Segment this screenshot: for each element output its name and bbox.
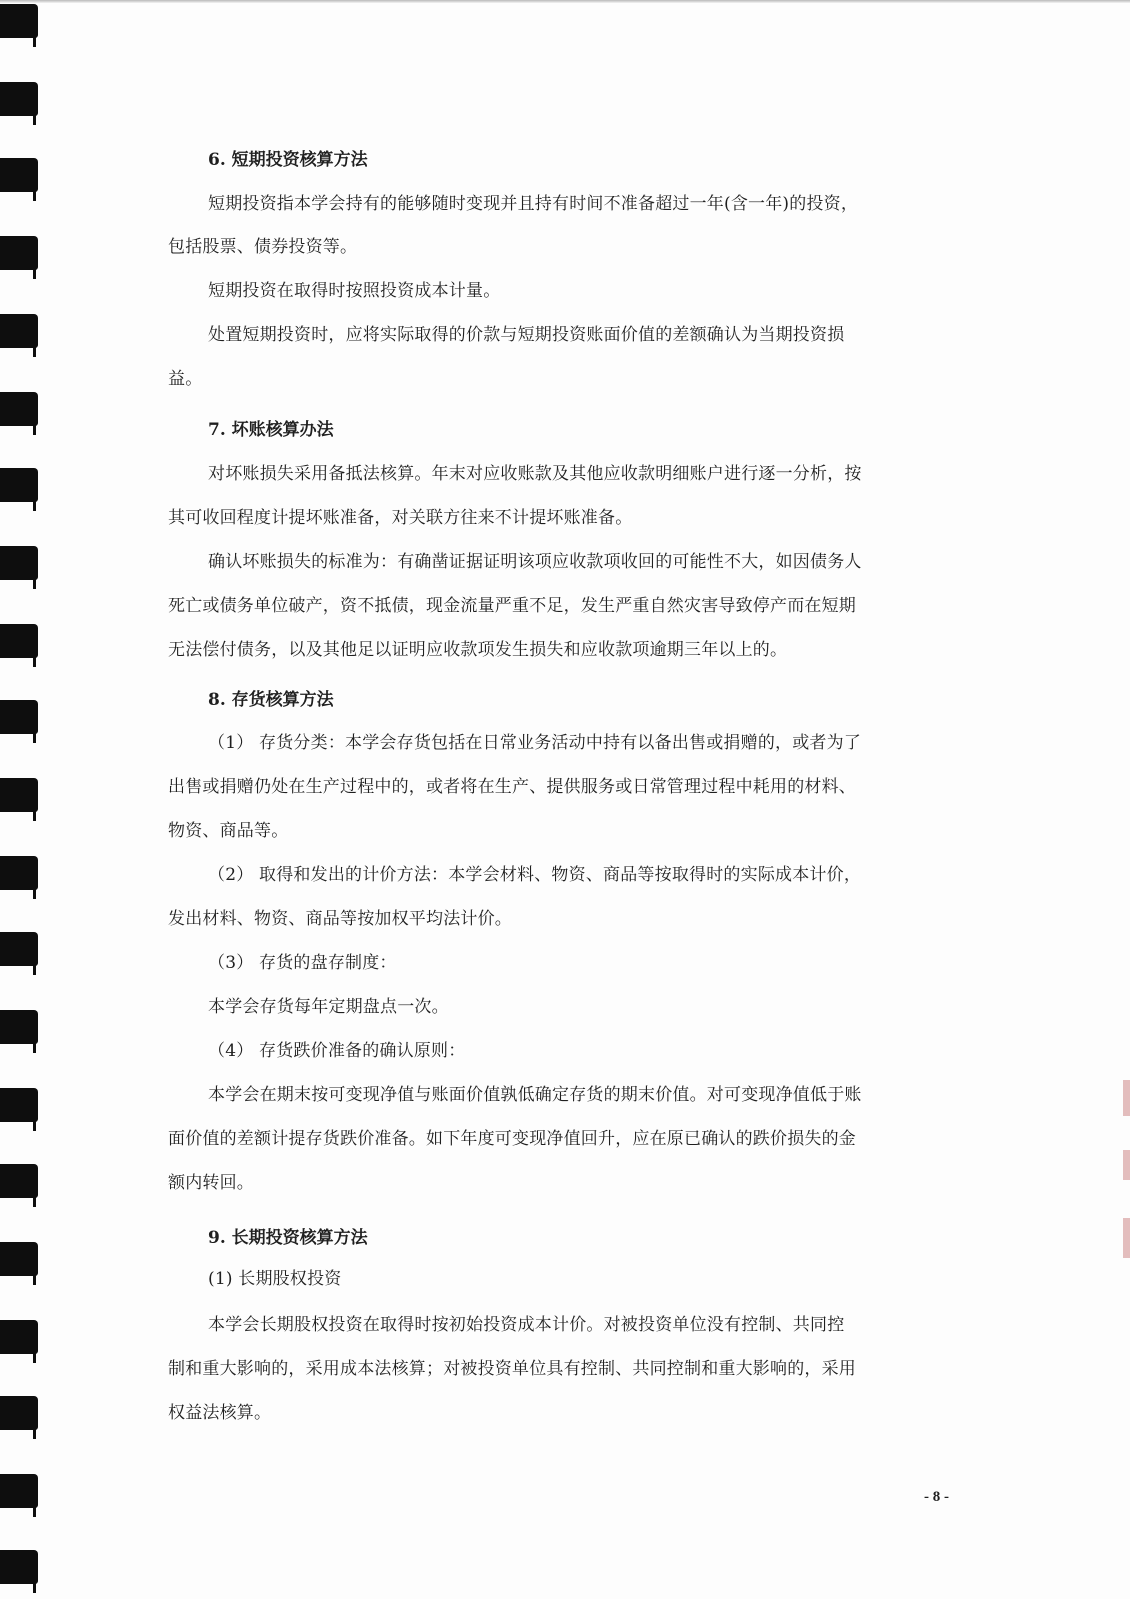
binding-hole	[0, 82, 38, 116]
paragraph-line: 益。	[168, 369, 203, 389]
binding-hole	[0, 1164, 38, 1198]
binding-hole	[0, 624, 38, 658]
page-number: - 8 -	[924, 1489, 949, 1505]
binding-hole	[0, 1010, 38, 1044]
paragraph-line: （4） 存货跌价准备的确认原则：	[208, 1041, 466, 1061]
section-heading: 8. 存货核算方法	[208, 690, 334, 710]
paragraph-line: 本学会长期股权投资在取得时按初始投资成本计价。对被投资单位没有控制、共同控	[208, 1315, 845, 1335]
paragraph-line: 其可收回程度计提坏账准备，对关联方往来不计提坏账准备。	[168, 508, 633, 528]
paragraph-line: （1） 存货分类：本学会存货包括在日常业务活动中持有以备出售或捐赠的，或者为了	[208, 733, 862, 753]
seal-stamp-edge	[1123, 1080, 1130, 1116]
paragraph-line: 制和重大影响的，采用成本法核算；对被投资单位具有控制、共同控制和重大影响的，采用	[168, 1359, 856, 1379]
binding-hole	[0, 392, 38, 426]
paragraph-line: 出售或捐赠仍处在生产过程中的，或者将在生产、提供服务或日常管理过程中耗用的材料、	[168, 777, 856, 797]
binding-hole	[0, 4, 38, 38]
section-heading: 7. 坏账核算办法	[208, 420, 334, 440]
paragraph-line: 短期投资在取得时按照投资成本计量。	[208, 281, 501, 301]
binding-hole	[0, 546, 38, 580]
scan-top-edge	[0, 0, 1130, 3]
binding-hole	[0, 236, 38, 270]
paragraph-line: 面价值的差额计提存货跌价准备。如下年度可变现净值回升，应在原已确认的跌价损失的金	[168, 1129, 856, 1149]
paragraph-line: 额内转回。	[168, 1173, 254, 1193]
spiral-binding	[0, 0, 44, 1599]
binding-hole	[0, 778, 38, 812]
binding-hole	[0, 700, 38, 734]
paragraph-line: 确认坏账损失的标准为：有确凿证据证明该项应收款项收回的可能性不大，如因债务人	[208, 552, 862, 572]
seal-stamp-edge	[1123, 1150, 1130, 1180]
paragraph-line: 无法偿付债务，以及其他足以证明应收款项发生损失和应收款项逾期三年以上的。	[168, 640, 788, 660]
paragraph-line: 对坏账损失采用备抵法核算。年末对应收账款及其他应收款明细账户进行逐一分析，按	[208, 464, 862, 484]
paragraph-line: （2） 取得和发出的计价方法：本学会材料、物资、商品等按取得时的实际成本计价，	[208, 865, 862, 885]
binding-hole	[0, 314, 38, 348]
paragraph-line: 发出材料、物资、商品等按加权平均法计价。	[168, 909, 512, 929]
binding-hole	[0, 1320, 38, 1354]
paragraph-line: 处置短期投资时，应将实际取得的价款与短期投资账面价值的差额确认为当期投资损	[208, 325, 845, 345]
paragraph-line: 权益法核算。	[168, 1403, 272, 1423]
binding-hole	[0, 856, 38, 890]
binding-hole	[0, 1242, 38, 1276]
paragraph-line: (1) 长期股权投资	[208, 1269, 342, 1289]
binding-hole	[0, 1474, 38, 1508]
binding-hole	[0, 1396, 38, 1430]
paragraph-line: 物资、商品等。	[168, 821, 289, 841]
paragraph-line: 包括股票、债券投资等。	[168, 237, 358, 257]
binding-hole	[0, 1550, 38, 1584]
paragraph-line: 本学会在期末按可变现净值与账面价值孰低确定存货的期末价值。对可变现净值低于账	[208, 1085, 862, 1105]
section-heading: 6. 短期投资核算方法	[208, 150, 368, 170]
binding-hole	[0, 468, 38, 502]
binding-hole	[0, 1088, 38, 1122]
paragraph-line: 短期投资指本学会持有的能够随时变现并且持有时间不准备超过一年(含一年)的投资，	[208, 194, 859, 214]
seal-stamp-edge	[1123, 1218, 1130, 1258]
binding-hole	[0, 158, 38, 192]
paragraph-line: 死亡或债务单位破产，资不抵债，现金流量严重不足，发生严重自然灾害导致停产而在短期	[168, 596, 856, 616]
section-heading: 9. 长期投资核算方法	[208, 1228, 368, 1248]
binding-hole	[0, 932, 38, 966]
paragraph-line: （3） 存货的盘存制度：	[208, 953, 397, 973]
paragraph-line: 本学会存货每年定期盘点一次。	[208, 997, 449, 1017]
